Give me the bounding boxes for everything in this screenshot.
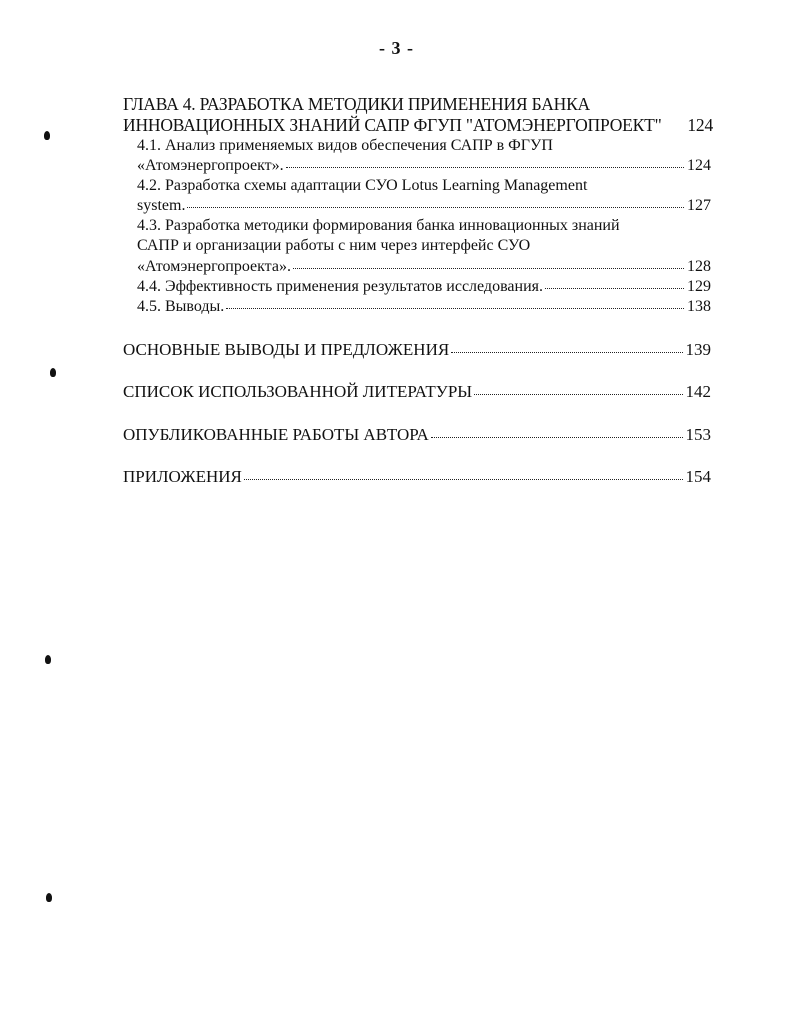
page-number: - 3 - xyxy=(379,38,414,58)
leader-dots xyxy=(545,288,684,289)
toc-entry-4-3[interactable]: «Атомэнергопроекта». 128 xyxy=(137,258,711,275)
toc-entry-chapter-4[interactable] xyxy=(123,115,713,135)
page-ref: 138 xyxy=(687,298,711,315)
leader-dots xyxy=(286,167,684,168)
toc-entry-4-2[interactable]: system. 127 xyxy=(137,197,711,214)
page-ref: 129 xyxy=(687,278,711,295)
leader-dots xyxy=(187,207,684,208)
page-ref: 124 xyxy=(687,115,713,135)
toc-entry-appendices[interactable]: ПРИЛОЖЕНИЯ 154 xyxy=(123,467,711,486)
punch-hole-mark xyxy=(45,655,51,664)
chapter-title-line-1: ГЛАВА 4. РАЗРАБОТКА МЕТОДИКИ ПРИМЕНЕНИЯ БАНКА xyxy=(123,94,590,114)
page-ref: 124 xyxy=(687,157,711,174)
page-ref: 139 xyxy=(685,340,711,359)
page-ref: 153 xyxy=(685,425,711,444)
punch-hole-mark xyxy=(50,368,56,377)
toc-entry-publications[interactable]: ОПУБЛИКОВАННЫЕ РАБОТЫ АВТОРА 153 xyxy=(123,425,711,444)
page-ref: 127 xyxy=(687,197,711,214)
leader-dots xyxy=(226,308,684,309)
toc-entry-4-3-line-2: САПР и организации работы с ним через интерфейс СУО xyxy=(137,237,531,254)
page-ref: 154 xyxy=(685,467,711,486)
page-ref: 128 xyxy=(687,258,711,275)
leader-dots xyxy=(451,352,682,353)
leader-dots xyxy=(293,268,684,269)
toc-entry-4-2-line-1: 4.2. Разработка схемы адаптации СУО Lotus Learning Management xyxy=(137,177,588,194)
toc-entry-4-3-line-1: 4.3. Разработка методики формирования банка инновационных знаний xyxy=(137,217,620,234)
leader-dots xyxy=(244,479,683,480)
toc-entry-conclusions[interactable]: ОСНОВНЫЕ ВЫВОДЫ И ПРЕДЛОЖЕНИЯ 139 xyxy=(123,340,711,359)
toc-entry-references[interactable]: СПИСОК ИСПОЛЬЗОВАННОЙ ЛИТЕРАТУРЫ 142 xyxy=(123,382,711,401)
chapter-title-line-2: ИННОВАЦИОННЫХ ЗНАНИЙ САПР ФГУП "АТОМЭНЕРГОПРОЕКТ" xyxy=(123,115,662,135)
toc-entry-4-4[interactable]: 4.4. Эффективность применения результатов исследования. 129 xyxy=(137,278,711,295)
toc-entry-4-1[interactable]: «Атомэнергопроект». 124 xyxy=(137,157,711,174)
leader-dots xyxy=(431,437,683,438)
toc-entry-4-1-line-1: 4.1. Анализ применяемых видов обеспечения САПР в ФГУП xyxy=(137,137,553,154)
leader-dots xyxy=(474,394,682,395)
toc-entry-4-5[interactable]: 4.5. Выводы. 138 xyxy=(137,298,711,315)
punch-hole-mark xyxy=(44,131,50,140)
page-ref: 142 xyxy=(685,382,711,401)
punch-hole-mark xyxy=(46,893,52,902)
